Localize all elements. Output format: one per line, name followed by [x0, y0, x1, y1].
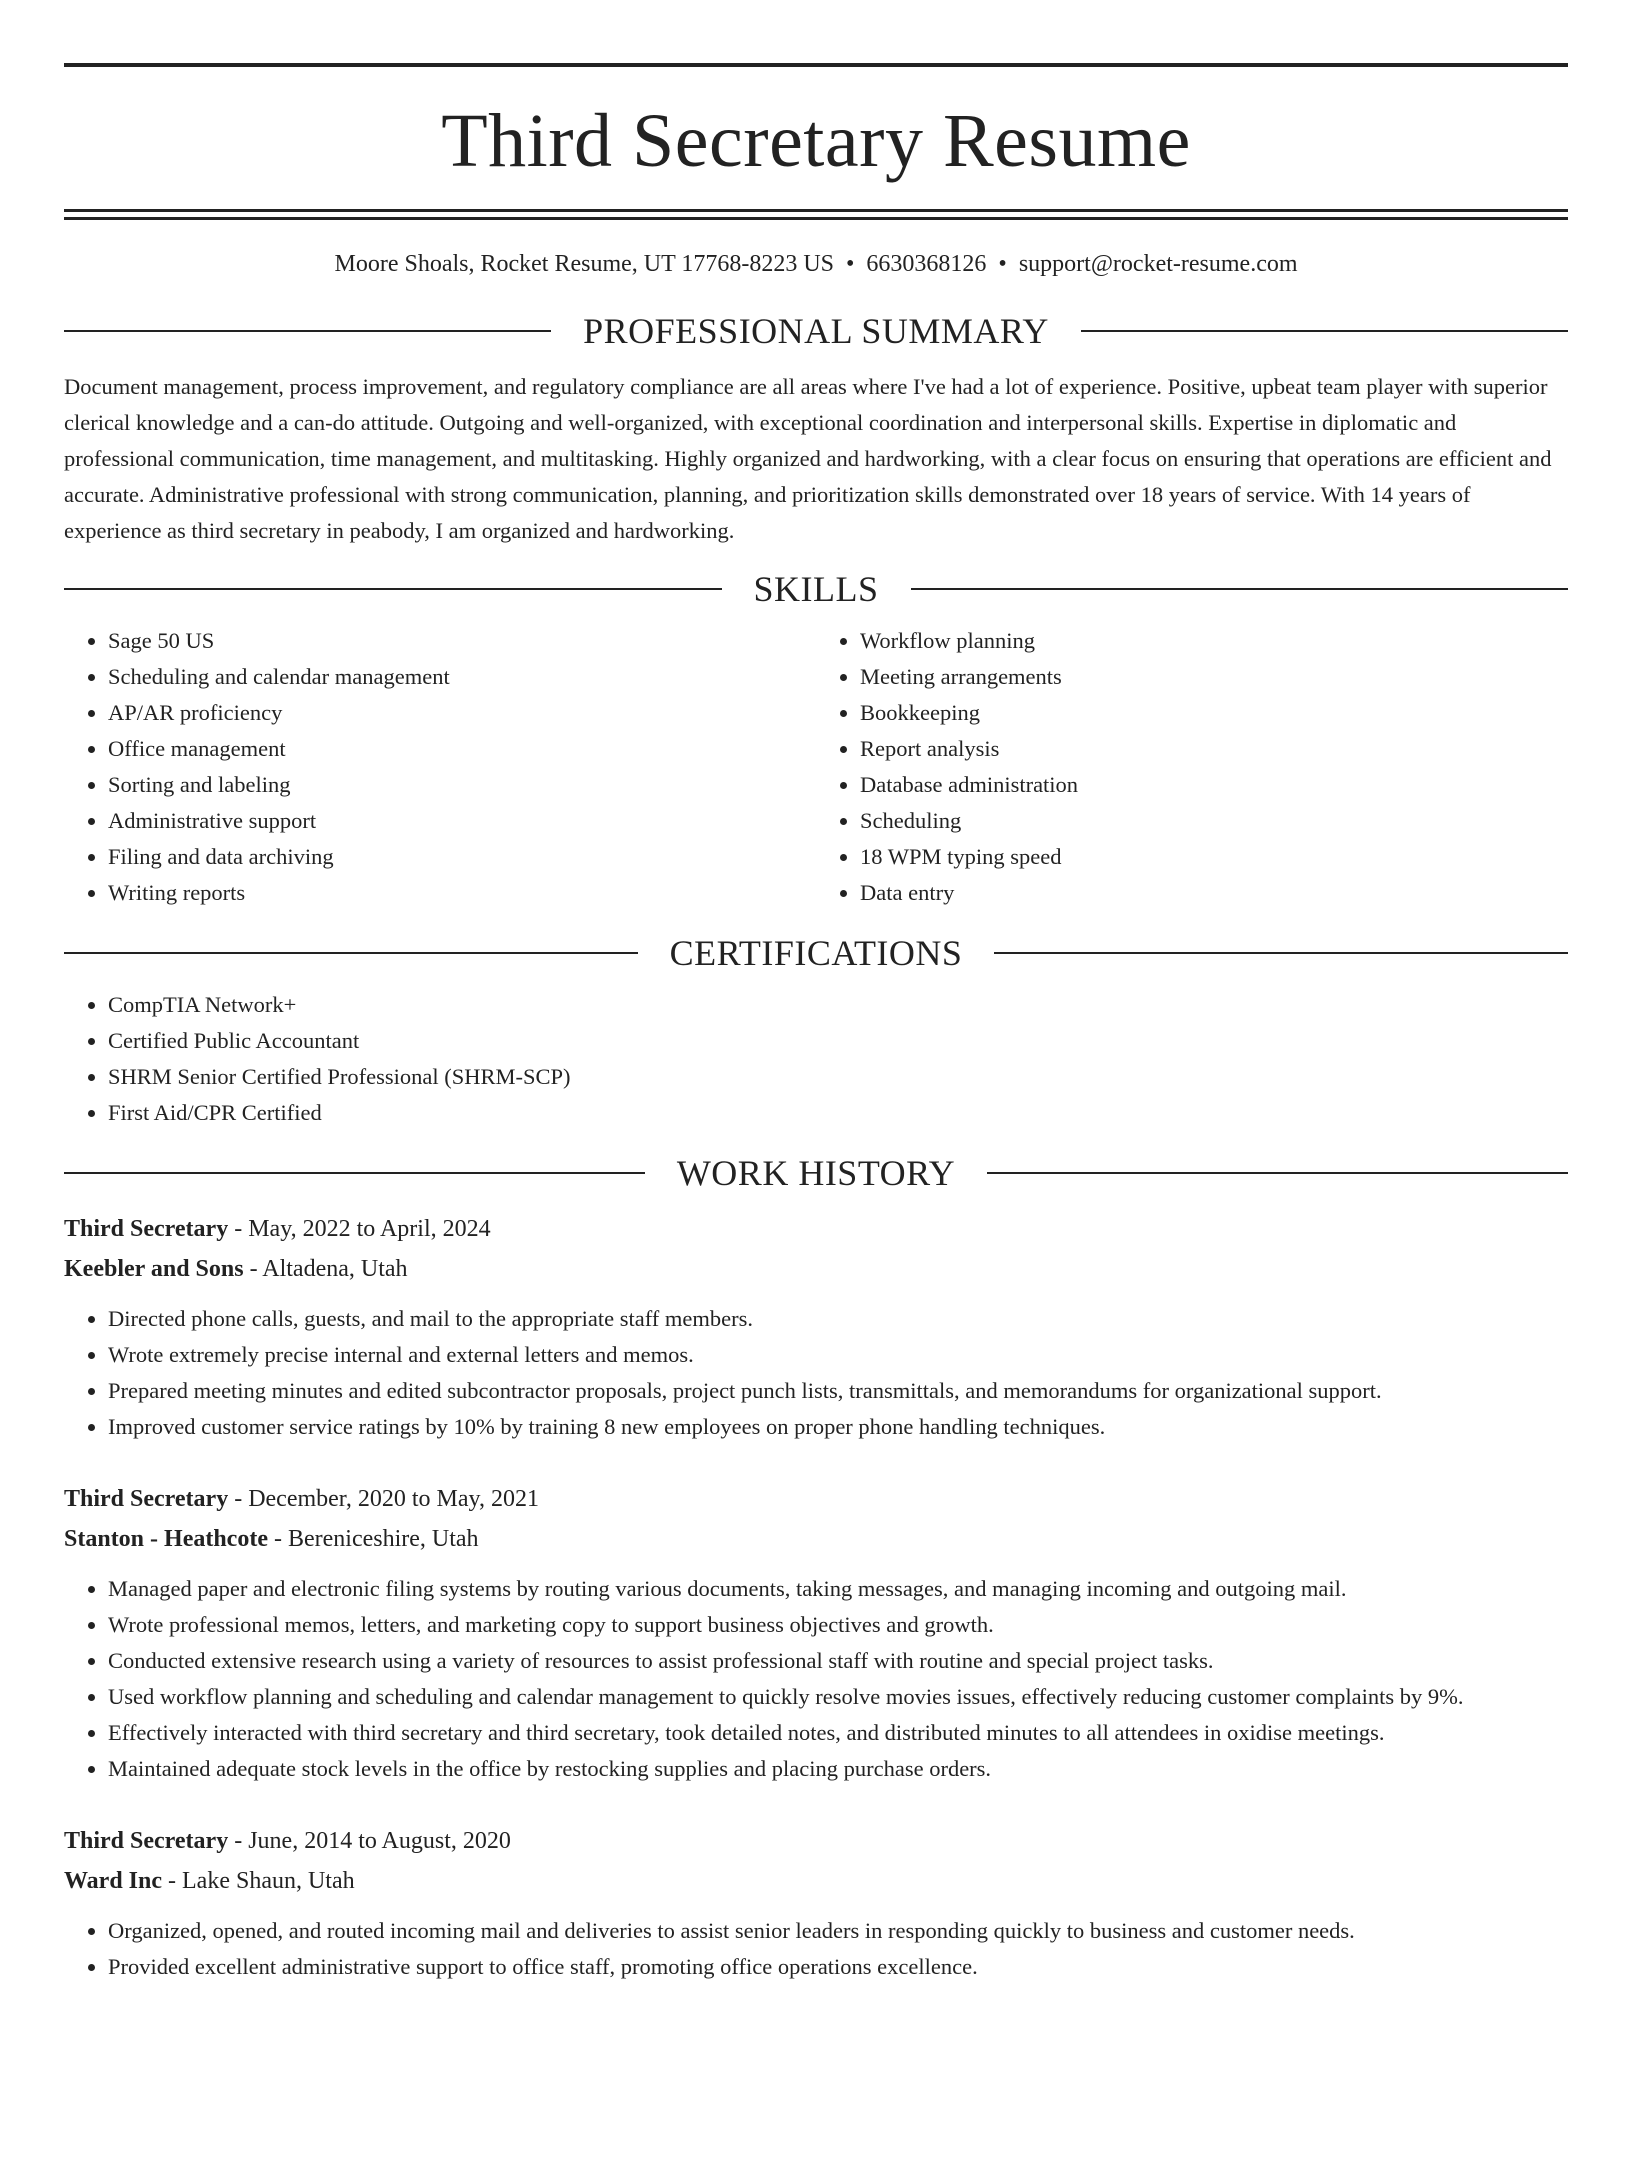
- section-rule-right: [994, 952, 1568, 954]
- section-rule-left: [64, 952, 638, 954]
- contact-email: support@rocket-resume.com: [1018, 251, 1298, 277]
- skill-item: • Office management: [108, 731, 816, 767]
- job-location: - Bereniceshire, Utah: [267, 1526, 479, 1552]
- job-bullets: [64, 1571, 1568, 1787]
- summary-text: Document management, process improvement, and regulatory compliance are all areas where I've had a lot of experience. Positive, upbeat team player with superior clerical knowledge and a can-do attitude. Outgoing and well-organized, with exceptional coordination and interpersonal skills. Expertise in diplomatic and professional communication, time management, and multitasking. Highly organized and hardworking, with a clear focus on ensuring that operations are efficient and accurate. Administrative professional with strong communication, planning, and prioritization skills demonstrated over 18 years of service. With 14 years of experience as third secretary in peabody, I am organized and hardworking.: [64, 374, 1552, 543]
- summary-section-header: [64, 309, 1568, 353]
- header-double-rule: [64, 209, 1568, 220]
- job-bullet: • Effectively interacted with third secretary and third secretary, took detailed notes, and distributed minutes to all attendees in oxidise meetings.: [108, 1715, 1568, 1751]
- certifications-section-header: [64, 931, 1568, 975]
- skills-list-right: [816, 623, 1568, 911]
- job-bullet: • Conducted extensive research using a variety of resources to assist professional staff with routine and special project tasks.: [108, 1643, 1568, 1679]
- skill-item: • Sage 50 US: [108, 623, 816, 659]
- work-section-header: [64, 1151, 1568, 1195]
- skill-item: • AP/AR proficiency: [108, 695, 816, 731]
- skill-item: • Meeting arrangements: [860, 659, 1568, 695]
- contact-phone: 6630368126: [866, 251, 987, 277]
- job-company: Stanton - Heathcote: [64, 1526, 268, 1552]
- job-company-line: [64, 1249, 1568, 1289]
- resume-title: Third Secretary Resume: [441, 99, 1191, 183]
- skill-item: • Data entry: [860, 875, 1568, 911]
- job-title: Third Secretary: [64, 1828, 229, 1854]
- job-title-line: [64, 1479, 1568, 1519]
- job-bullet: • Directed phone calls, guests, and mail to the appropriate staff members.: [108, 1301, 1568, 1337]
- skill-item: • Bookkeeping: [860, 695, 1568, 731]
- job-dates: - December, 2020 to May, 2021: [228, 1486, 539, 1512]
- section-rule-right: [987, 1172, 1568, 1174]
- resume-page: [0, 63, 1632, 2175]
- contact-line: [64, 249, 1568, 279]
- certification-item: • Certified Public Accountant: [108, 1023, 1568, 1059]
- job-bullet: • Wrote professional memos, letters, and marketing copy to support business objectives and growth.: [108, 1607, 1568, 1643]
- skill-item: • Filing and data archiving: [108, 839, 816, 875]
- job-bullet: • Prepared meeting minutes and edited subcontractor proposals, project punch lists, transmittals, and memorandums for organizational support.: [108, 1373, 1568, 1409]
- job-dates: - May, 2022 to April, 2024: [228, 1216, 491, 1242]
- job-bullet: • Used workflow planning and scheduling and calendar management to quickly resolve movies issues, effectively reducing customer complaints by 9%.: [108, 1679, 1568, 1715]
- skill-item: • Workflow planning: [860, 623, 1568, 659]
- skills-list-left: [64, 623, 816, 911]
- work-heading: WORK HISTORY: [676, 1153, 956, 1193]
- job-company-line: [64, 1861, 1568, 1901]
- skills-column-right: [816, 623, 1568, 911]
- section-rule-left: [64, 1172, 645, 1174]
- contact-separator: •: [998, 251, 1007, 277]
- certifications-list: [64, 987, 1568, 1131]
- section-rule-left: [64, 330, 551, 332]
- skill-item: • 18 WPM typing speed: [860, 839, 1568, 875]
- job-title: Third Secretary: [64, 1216, 229, 1242]
- skill-item: • Database administration: [860, 767, 1568, 803]
- summary-heading: PROFESSIONAL SUMMARY: [583, 311, 1049, 351]
- section-rule-right: [1081, 330, 1568, 332]
- job-dates: - June, 2014 to August, 2020: [228, 1828, 511, 1854]
- job-company-line: [64, 1519, 1568, 1559]
- skill-item: • Sorting and labeling: [108, 767, 816, 803]
- job-title: Third Secretary: [64, 1486, 229, 1512]
- certification-item: • First Aid/CPR Certified: [108, 1095, 1568, 1131]
- contact-address: Moore Shoals, Rocket Resume, UT 17768-8223 US: [334, 251, 835, 277]
- certifications-heading: CERTIFICATIONS: [669, 933, 963, 973]
- job-title-line: [64, 1209, 1568, 1249]
- section-rule-left: [64, 588, 722, 590]
- skill-item: • Scheduling and calendar management: [108, 659, 816, 695]
- job-bullet: • Provided excellent administrative support to office staff, promoting office operations excellence.: [108, 1949, 1568, 1985]
- skill-item: • Scheduling: [860, 803, 1568, 839]
- job-company: Keebler and Sons: [64, 1256, 244, 1282]
- job-bullet: • Improved customer service ratings by 10% by training 8 new employees on proper phone handling techniques.: [108, 1409, 1568, 1445]
- skills-column-left: [64, 623, 816, 911]
- job-entry: [64, 1209, 1568, 1445]
- job-location: - Lake Shaun, Utah: [162, 1868, 355, 1894]
- section-rule-right: [911, 588, 1569, 590]
- job-location: - Altadena, Utah: [243, 1256, 408, 1282]
- certification-item: • SHRM Senior Certified Professional (SHRM-SCP): [108, 1059, 1568, 1095]
- skill-item: • Administrative support: [108, 803, 816, 839]
- job-bullet: • Managed paper and electronic filing systems by routing various documents, taking messages, and managing incoming and outgoing mail.: [108, 1571, 1568, 1607]
- job-company: Ward Inc: [64, 1868, 163, 1894]
- job-bullets: [64, 1301, 1568, 1445]
- job-entry: [64, 1821, 1568, 1985]
- header-top-rule: [64, 63, 1568, 67]
- job-bullet: • Wrote extremely precise internal and external letters and memos.: [108, 1337, 1568, 1373]
- certification-item: • CompTIA Network+: [108, 987, 1568, 1023]
- contact-separator: •: [846, 251, 855, 277]
- job-bullet: • Organized, opened, and routed incoming mail and deliveries to assist senior leaders in responding quickly to business and customer needs.: [108, 1913, 1568, 1949]
- job-title-line: [64, 1821, 1568, 1861]
- job-bullet: • Maintained adequate stock levels in the office by restocking supplies and placing purchase orders.: [108, 1751, 1568, 1787]
- skills-section-header: [64, 567, 1568, 611]
- skill-item: • Writing reports: [108, 875, 816, 911]
- job-bullets: [64, 1913, 1568, 1985]
- skill-item: • Report analysis: [860, 731, 1568, 767]
- skills-grid: [64, 623, 1568, 911]
- job-entry: [64, 1479, 1568, 1787]
- skills-heading: SKILLS: [753, 569, 879, 609]
